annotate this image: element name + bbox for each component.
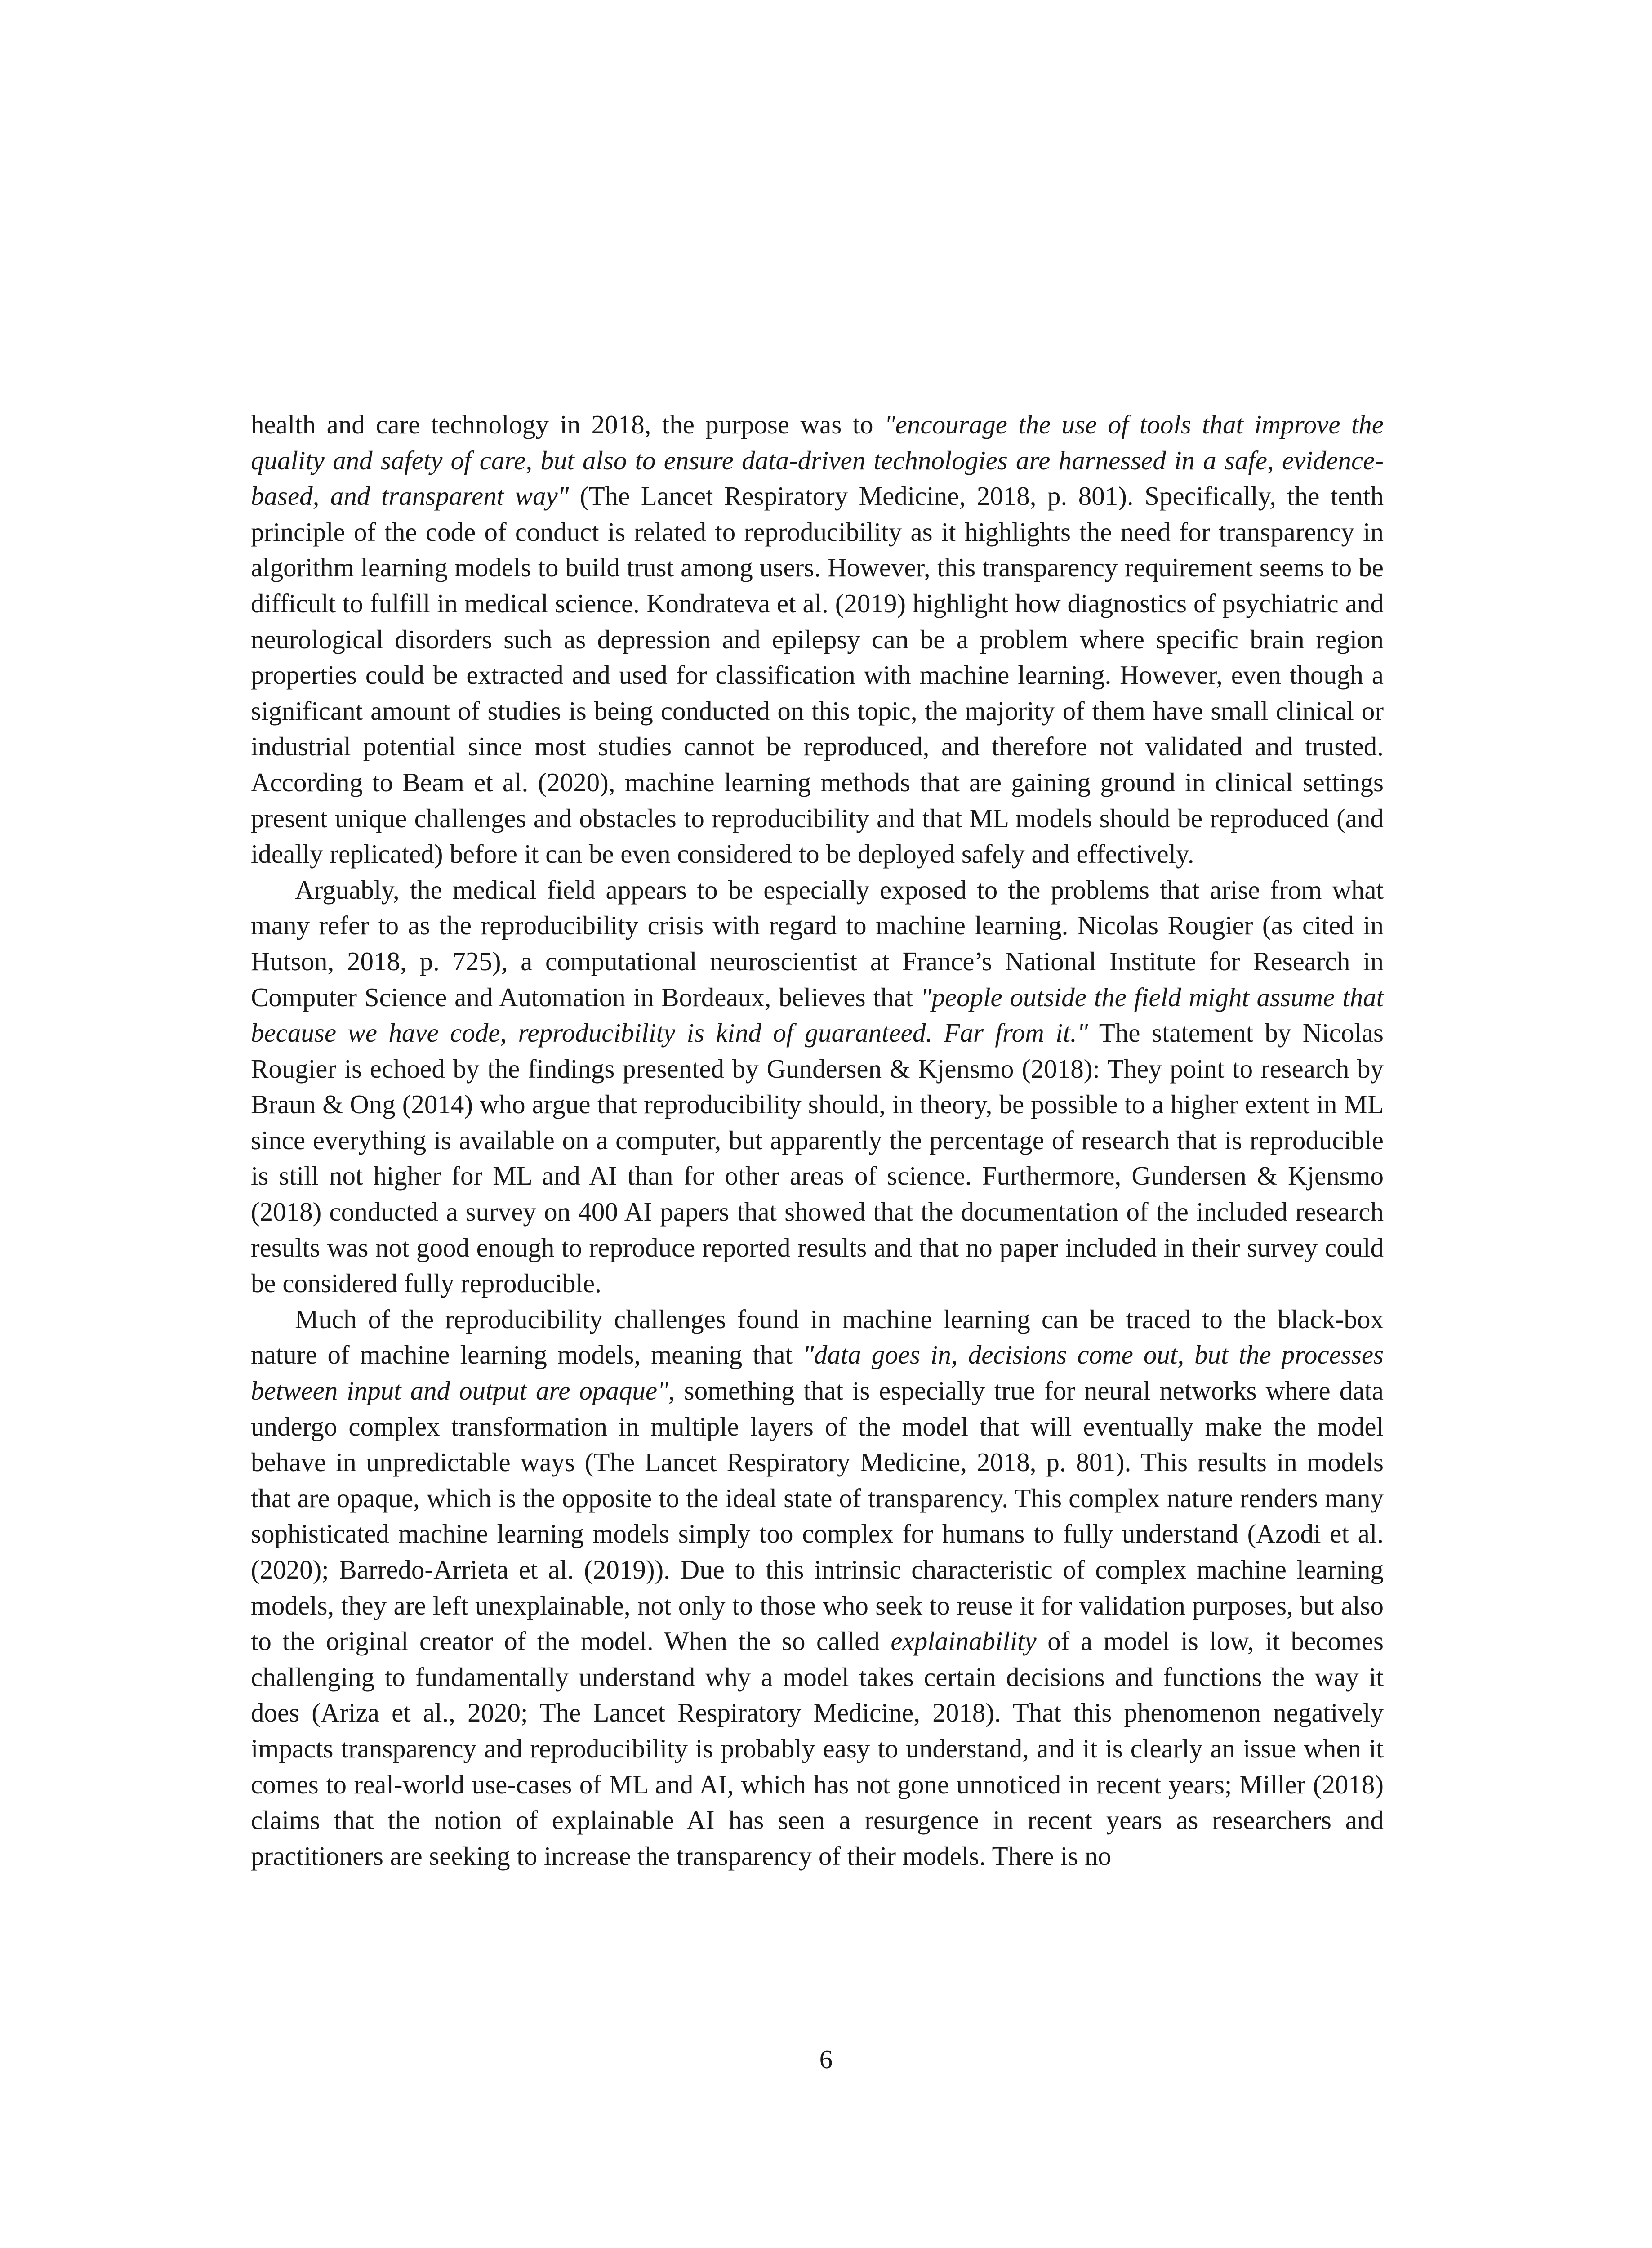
paragraph <box>251 407 1384 872</box>
page-number: 6 <box>819 2044 833 2074</box>
text-run: Much of the reproducibility challenges found in machine learning can be traced to the black-box nature of machine learning models, meaning that <box>251 1304 1384 1370</box>
paragraph <box>251 872 1384 1302</box>
paragraph <box>251 1302 1384 1874</box>
italic-quote: "people outside the field might assume that because we have code, reproducibility is kind of guaranteed. Far from it." <box>251 982 1384 1048</box>
text-run: , something that is especially true for neural networks where data undergo complex transformation in multiple layers of the model that will eventually make the model behave in unpredictable ways (The Lancet Respiratory Medicine, 2018, p. 801). This results in models that are opaque, which is the opposite to the ideal state of transparency. This complex nature renders many sophisticated machine learning models simply too complex for humans to fully understand (Azodi et al. (2020); Barredo-Arrieta et al. (2019)). Due to this intrinsic characteristic of complex machine learning models, they are left unexplainable, not only to those who seek to reuse it for validation purposes, but also to the original creator of the model. When the so called <box>251 1376 1384 1656</box>
text-run: (The Lancet Respiratory Medicine, 2018, p. 801). Specifically, the tenth principle of the code of conduct is related to reproducibility as it highlights the need for transparency in algorithm learning models to build trust among users. However, this transparency requirement seems to be difficult to fulfill in medical science. Kondrateva et al. (2019) highlight how diagnostics of psychiatric and neurological disorders such as depression and epilepsy can be a problem where specific brain region properties could be extracted and used for classification with machine learning. However, even though a significant amount of studies is being conducted on this topic, the majority of them have small clinical or industrial potential since most studies cannot be reproduced, and therefore not validated and trusted. According to Beam et al. (2020), machine learning methods that are gaining ground in clinical settings present unique challenges and obstacles to reproducibility and that ML models should be reproduced (and ideally replicated) before it can be even considered to be deployed safely and effectively. <box>251 481 1384 869</box>
italic-quote: explainability <box>891 1626 1037 1656</box>
text-run: The statement by Nicolas Rougier is echoed by the findings presented by Gundersen & Kjensmo (2018): They point to research by Braun & Ong (2014) who argue that reproducibility should, in theory, be possible to a higher extent in ML since everything is available on a computer, but apparently the percentage of research that is reproducible is still not higher for ML and AI than for other areas of science. Furthermore, Gundersen & Kjensmo (2018) conducted a survey on 400 AI papers that showed that the documentation of the included research results was not good enough to reproduce reported results and that no paper included in their survey could be considered fully reproducible. <box>251 1018 1384 1298</box>
text-run: of a model is low, it becomes challenging to fundamentally understand why a model takes certain decisions and functions the way it does (Ariza et al., 2020; The Lancet Respiratory Medicine, 2018). That this phenomenon negatively impacts transparency and reproducibility is probably easy to understand, and it is clearly an issue when it comes to real-world use-cases of ML and AI, which has not gone unnoticed in recent years; Miller (2018) claims that the notion of explainable AI has seen a resurgence in recent years as researchers and practitioners are seeking to increase the transparency of their models. There is no <box>251 1626 1384 1871</box>
italic-quote: "data goes in, decisions come out, but the processes between input and output are opaque" <box>251 1340 1384 1406</box>
italic-quote: "encourage the use of tools that improve the quality and safety of care, but also to ensure data-driven technologies are harnessed in a safe, evidence-based, and transparent way" <box>251 410 1384 511</box>
text-run: Arguably, the medical field appears to be especially exposed to the problems that arise from what many refer to as the reproducibility crisis with regard to machine learning. Nicolas Rougier (as cited in Hutson, 2018, p. 725), a computational neuroscientist at France’s National Institute for Research in Computer Science and Automation in Bordeaux, believes that <box>251 874 1384 1012</box>
text-run: health and care technology in 2018, the purpose was to <box>251 410 884 439</box>
body-text <box>251 407 1384 1874</box>
